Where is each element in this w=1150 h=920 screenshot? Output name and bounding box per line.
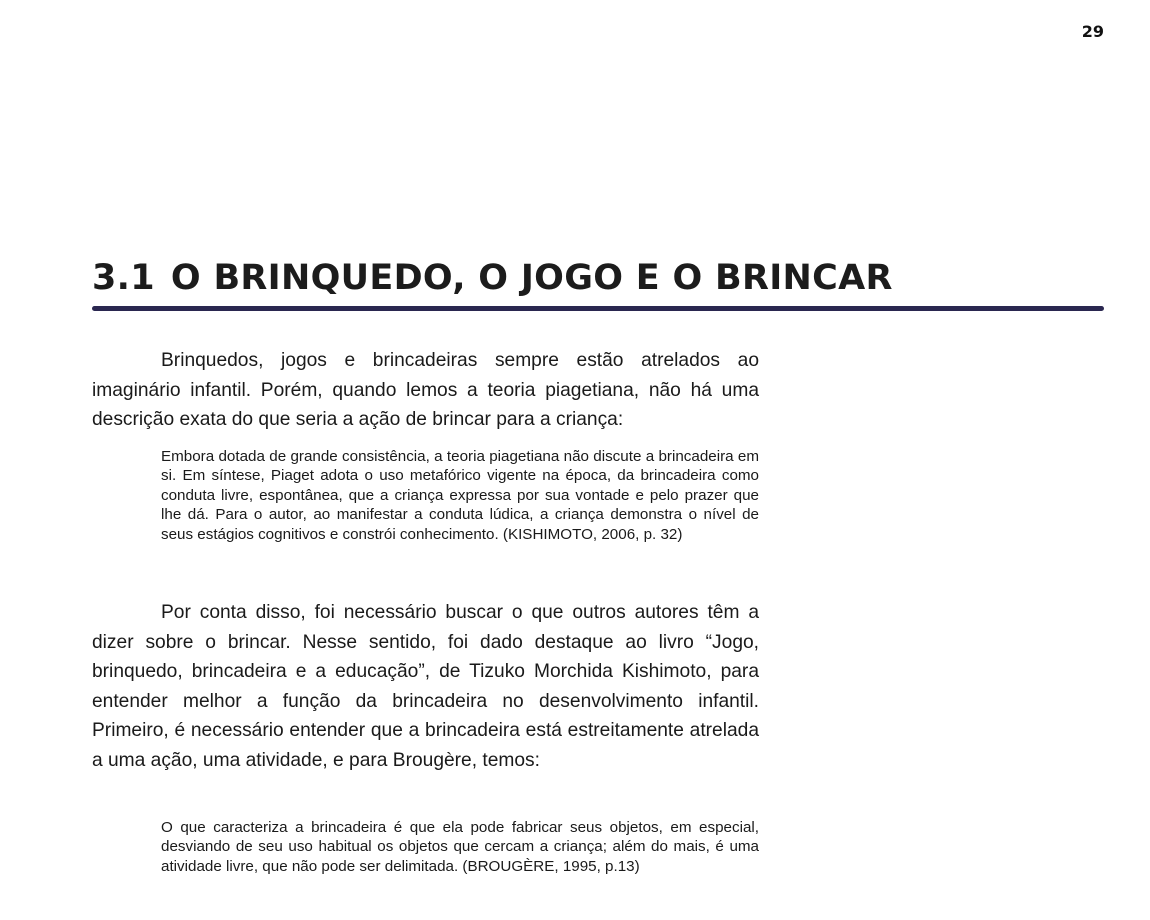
block-quote-1: Embora dotada de grande consistência, a teoria piagetiana não discute a brincadeira em si. Em síntese, Piaget adota o uso metafórico vigente na época, da brincadeira como conduta livre, espontânea, que a criança expressa por sua vontade e pelo prazer que lhe dá. Para o autor, ao manifestar a conduta lúdica, a criança demonstra o nível de seus estágios cognitivos e constrói conhecimento. (KISHIMOTO, 2006, p. 32) [161, 448, 759, 543]
page-number: 29 [1081, 22, 1104, 41]
body-paragraph-2: Por conta disso, foi necessário buscar o que outros autores têm a dizer sobre o brincar. Nesse sentido, foi dado destaque ao livro “Jogo, brinquedo, brincadeira e a educação”, de Tizuko Morchida Kishimoto, para entender melhor a função da brincadeira no desenvolvimento infantil. Primeiro, é necessário entender que a brincadeira está estreitamente atrelada a uma ação, uma atividade, e para Brougère, temos: [92, 602, 759, 771]
section-number: 3.1 [92, 258, 155, 298]
block-quote-2: O que caracteriza a brincadeira é que ela pode fabricar seus objetos, em especial, desviando de seu uso habitual os objetos que cercam a criança; além do mais, é uma atividade livre, que não pode ser delimitada. (BROUGÈRE, 1995, p.13) [161, 819, 759, 875]
section-heading [92, 258, 1104, 298]
body-paragraph-1: Brinquedos, jogos e brincadeiras sempre estão atrelados ao imaginário infantil. Porém, quando lemos a teoria piagetiana, não há uma descrição exata do que seria a ação de brincar para a criança: [92, 350, 759, 430]
heading-underline [92, 306, 1104, 311]
section-title: O BRINQUEDO, O JOGO E O BRINCAR [170, 258, 893, 298]
